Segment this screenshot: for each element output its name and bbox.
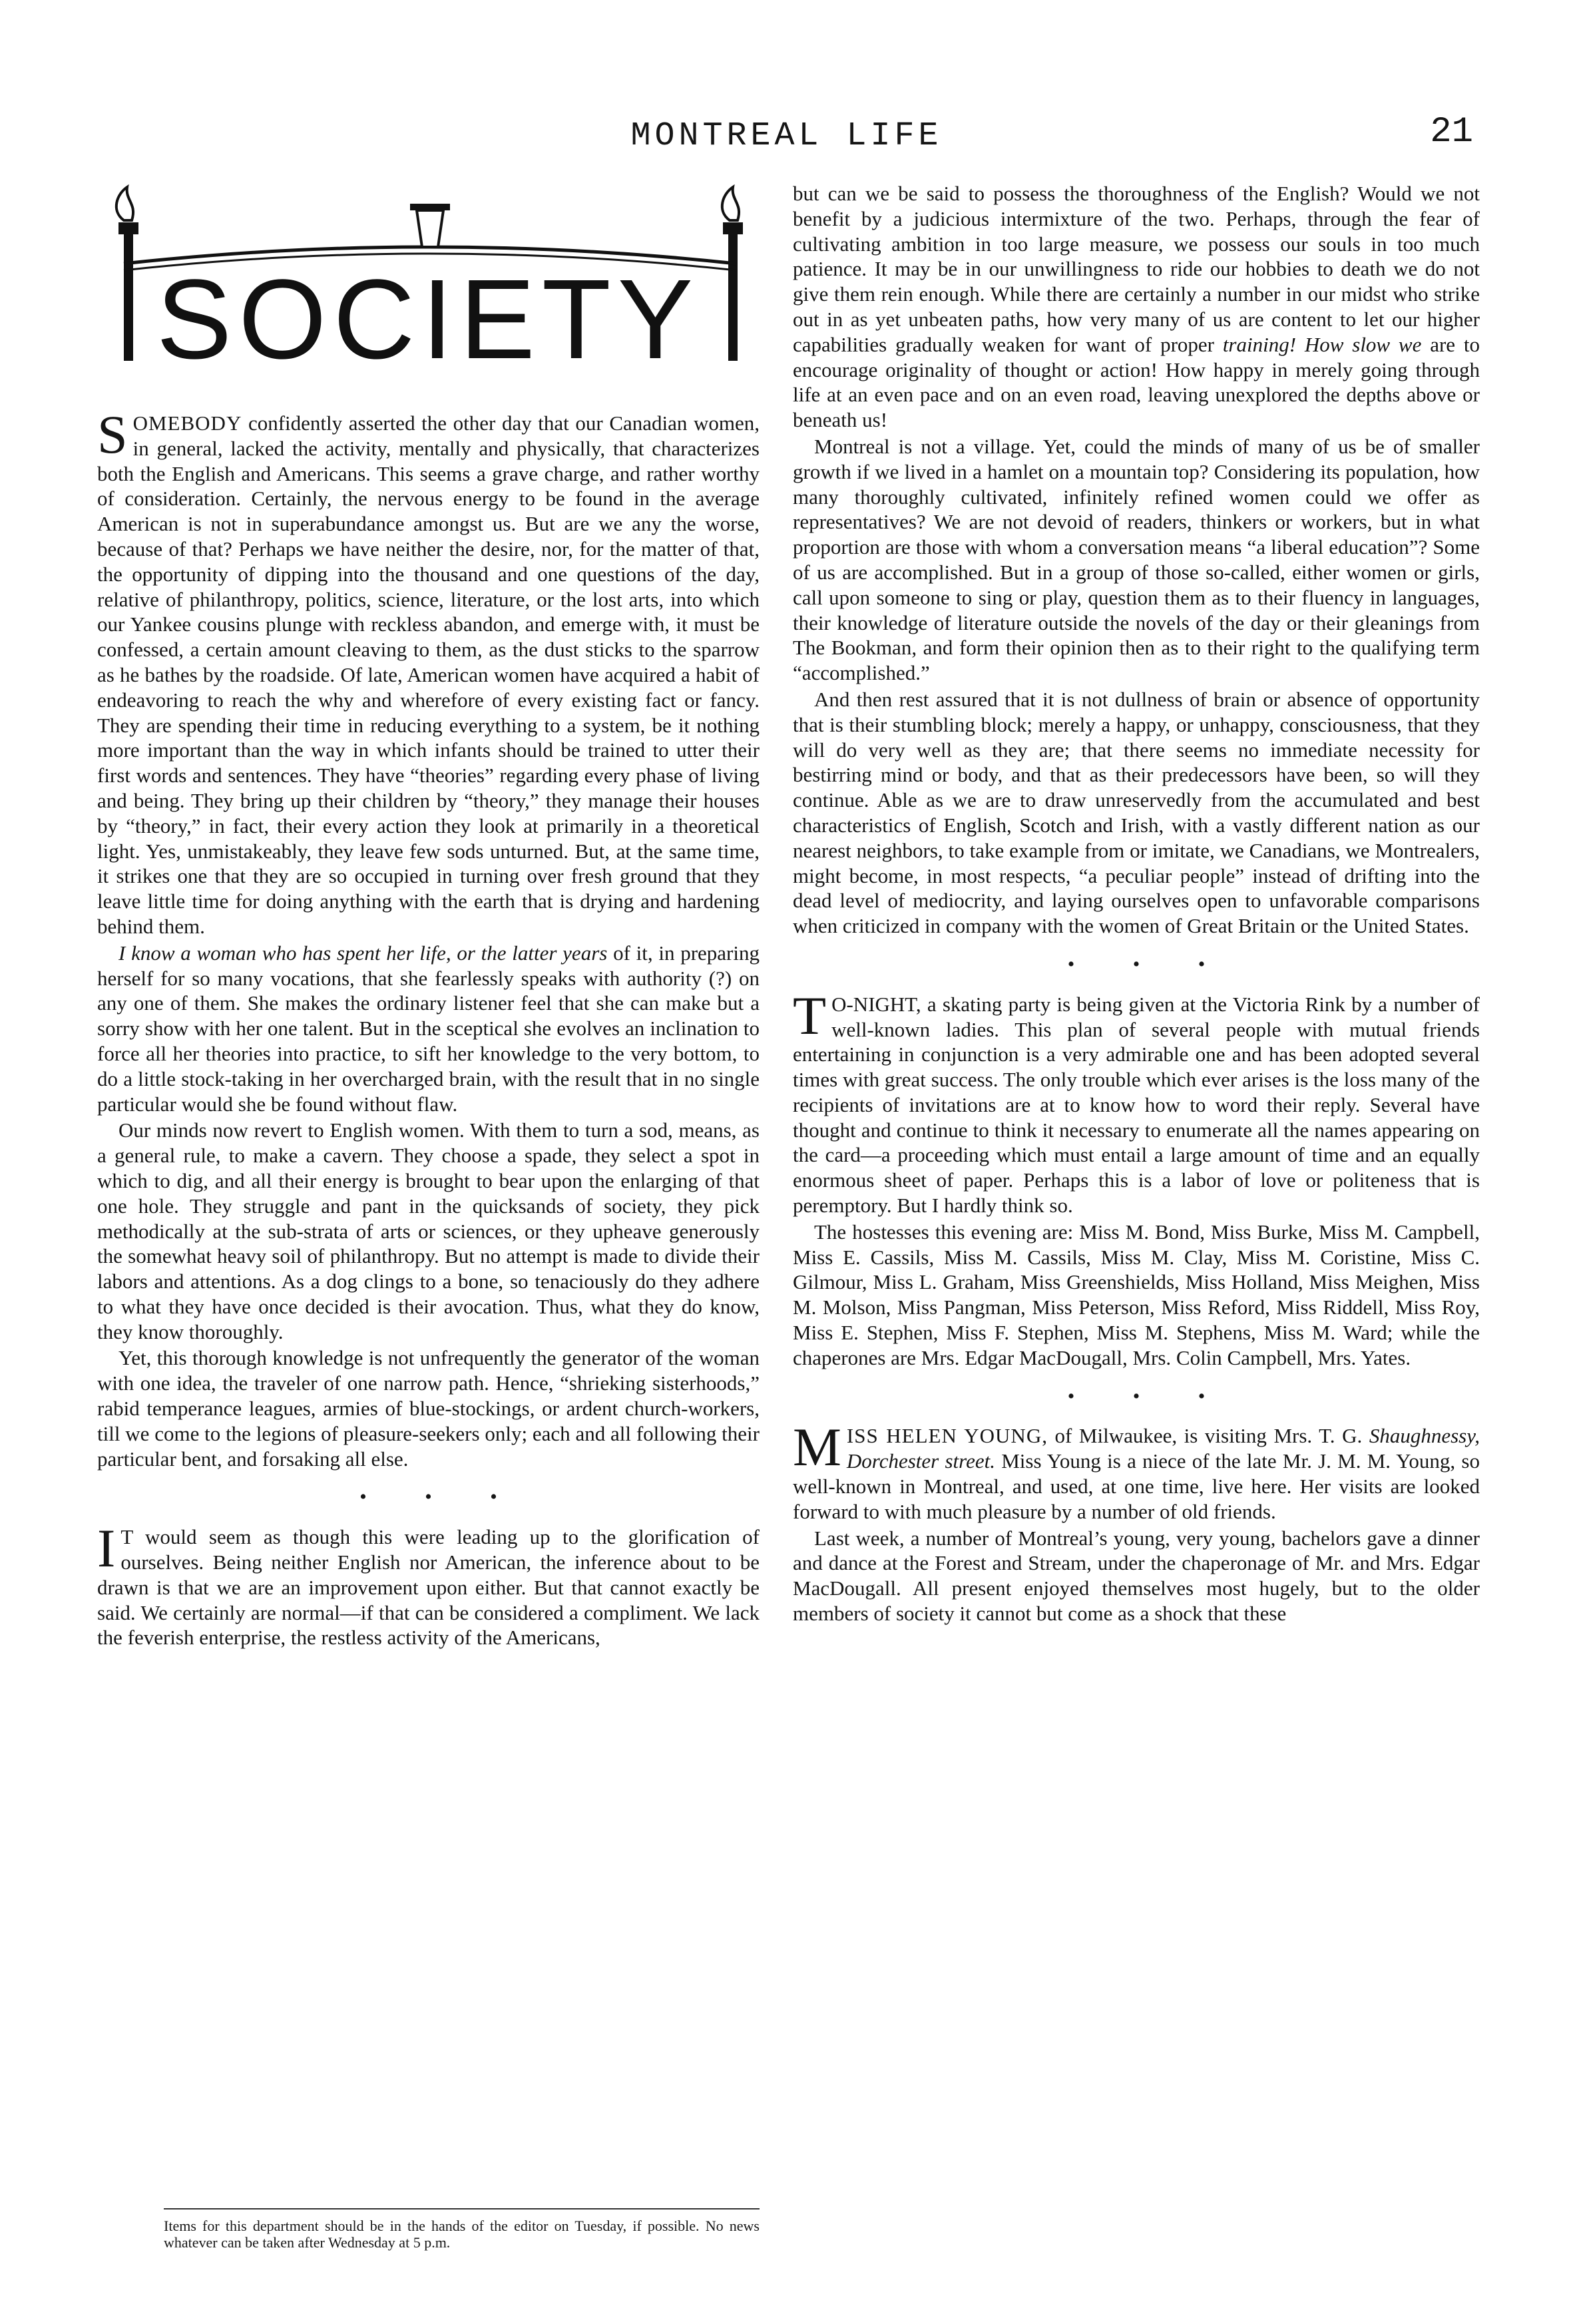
paragraph: Yet, this thorough knowledge is not unfrequently the generator of the woman with one idea, the traveler of one narrow path. Hence, “shrieking sisterhoods,” rabid temperance leagues, armies of blue-stockings, or ardent church-workers, till we come to the legions of pleasure-seekers only; each and all following their particular bent, and forsaking all else. (97, 1346, 760, 1471)
paragraph: The hostesses this evening are: Miss M. Bond, Miss Burke, Miss M. Campbell, Miss E. Cassils, Miss M. Cassils, Miss M. Clay, Miss M. Coristine, Miss C. Gilmour, Miss L. Graham, Miss Greenshields, Miss Holland, Miss Meighen, Miss M. Molson, Miss Pangman, Miss Peterson, Miss Reford, Miss Riddell, Miss Roy, Miss E. Stephen, Miss F. Stephen, Miss M. Stephens, Miss M. Ward; while the chaperones are Mrs. Edgar MacDougall, Mrs. Colin Campbell, Mrs. Yates. (793, 1220, 1480, 1369)
paragraph: SOMEBODY confidently asserted the other day that our Canadian women, in general, lacked the activity, mentally and physically, that characterizes both the English and Americans. This seems a grave charge, and rather worthy of consideration. Certainly, the nervous energy to be found in the average American is not in superabundance amongst us. But are we any the worse, because of that? Perhaps we have neither the desire, nor, for the matter of that, the opportunity of dipping into the thousand and one questions of the day, relative of philanthropy, politics, science, literature, or the lost arts, into which our Yankee cousins plunge with reckless abandon, and emerge with, it must be confessed, a certain amount cleaving to them, as the dust sticks to the sparrow as he bathes by the roadside. Of late, American women have acquired a habit of endeavoring to reach the why and wherefore of every existing fact or fancy. They are spending their time in reducing everything to a system, be it nothing more important than the way in which infants should be trained to utter their first words and sentences. They have “theories” regarding every phase of living and being. They bring up their children by “theory,” they manage their houses by “theory,” in fact, their every action they look at primarily in a theoretical light. Yes, unmistakeably, they leave few sods unturned. But, at the same time, it strikes one that they are so occupied in turning over fresh ground that they leave little time for doing anything with the earth that is drying and hardening behind them. (97, 404, 760, 938)
running-title: MONTREAL LIFE (630, 117, 943, 155)
drop-cap: M (793, 1417, 841, 1478)
paragraph: Montreal is not a village. Yet, could the minds of many of us be of smaller growth if we lived in a hamlet on a mountain top? Considering its population, how many thoroughly cultivated, infinitely refined women could we offer as representatives? We are not devoid of readers, thinkers or workers, but in what proportion are those with whom a conversation means “a liberal education”? Some of us are accomplished. But in a group of those so-called, either women or girls, call upon someone to sing or play, question them as to their fluency in languages, their knowledge of literature outside the novels of the day or their gleanings from The Bookman, and form their opinion then as to their right to the qualifying term “accomplished.” (793, 434, 1480, 685)
editor-footnote: Items for this department should be in the hands of the editor on Tuesday, if possible. No news whatever can be taken after Wednesday at 5 p.m. (164, 2208, 760, 2251)
paragraph: Our minds now revert to English women. With them to turn a sod, means, as a general rule, to make a cavern. They choose a spade, they select a spot in which to dig, and all their energy is brought to bear upon the enlarging of that one hole. They struggle and pant in the quicksands of society, they pick methodically at the sub-strata of arts or sciences, or they upheave generously the somewhat heavy soil of philanthropy. But no attempt is made to divide their labors and attentions. As a dog clings to a bone, so tenaciously do they adhere to what they have once decided is their avocation. Thus, what they do know, they know thoroughly. (97, 1118, 760, 1343)
paragraph: Last week, a number of Montreal’s young, very young, bachelors gave a dinner and dance at the Forest and Stream, under the chaperonage of Mr. and Mrs. Edgar MacDougall. All present enjoyed themselves most hugely, but to the older members of society it cannot but come as a shock that these (793, 1526, 1480, 1626)
torch-arch-icon (97, 184, 760, 400)
right-column (793, 181, 1480, 1628)
drop-cap: I (97, 1518, 116, 1579)
paragraph: And then rest assured that it is not dullness of brain or absence of opportunity that is their stumbling block; merely a happy, or unhappy, consciousness, that they will do very well as they are; that there seems no immediate necessity for bestirring mind or body, and that as their predecessors have been, so will they continue. Able as we are to draw unreservedly from the accumulated and best characteristics of English, Scotch and Irish, with a vastly different nation as our nearest neighbors, to take example from or imitate, we Canadians, we Montrealers, might become, in most respects, “a peculiar people” instead of drifting into the dead level of mediocrity, and laying ourselves open to unfavorable comparisons when criticized in company with the women of Great Britain or the United States. (793, 687, 1480, 938)
paragraph: I know a woman who has spent her life, or the latter years of it, in preparing herself for so many vocations, that she fearlessly speaks with authority (?) on any one of them. She makes the ordinary listener feel that she can make but a sorry show with her one talent. But in the sceptical she evolves an inclination to force all her theories into practice, to sift her knowledge to the very bottom, to do a little stock-taking in her overcharged brain, with the result that in no single particular would she be found without flaw. (97, 941, 760, 1116)
drop-cap: S (97, 404, 128, 465)
paragraph: T O-NIGHT, a skating party is being given at the Victoria Rink by a number of well-known ladies. This plan of several people with mutual friends entertaining in conjunction is a very admirable one and has been adopted several times with great success. The only trouble which ever arises is the loss many of the recipients of invitations are at to know how to word their reply. Several have thought and continue to think it necessary to enumerate all the names appearing on the card—a proceeding which must entail a large amount of time and an equally enormous sheet of paper. Perhaps this is a labor of love or politeness that is peremptory. But I hardly think so. (793, 985, 1480, 1218)
page-header (0, 112, 1573, 172)
left-column (97, 184, 760, 1652)
section-separator: • • • (1067, 1385, 1232, 1407)
paragraph: I T would seem as though this were leading up to the glorification of ourselves. Being neither English nor American, the inference about to be drawn is that we are an improvement upon either. But that cannot exactly be said. We certainly are normal—if that can be considered a compliment. We lack the feverish enterprise, the restless activity of the Americans, (97, 1518, 760, 1650)
paragraph: but can we be said to possess the thoroughness of the English? Would we not benefit by a judicious intermixture of the two. Perhaps, through the fear of cultivating ambition in too large measure, we possess our souls in too much patience. It may be in our unwillingness to ride our hobbies to death we do not give them rein enough. While there are certainly a number in our midst who strike out in as yet unbeaten paths, how very many of us are content to let our higher capabilities gradually weaken for want of proper training! How slow we are to encourage originality of thought or action! How happy in merely going through life at an even pace and on an even road, leaving unexplored the depths above or beneath us! (793, 182, 1480, 432)
section-separator: • • • (359, 1486, 524, 1509)
logo-word: SOCIETY (156, 256, 700, 383)
society-logo (97, 184, 760, 400)
page-number: 21 (1430, 112, 1473, 152)
paragraph: MISS HELEN YOUNG, of Milwaukee, is visiting Mrs. T. G. Shaughnessy, Dorchester street. Miss Young is a niece of the late Mr. J. M. M. Young, so well-known in Montreal, and used, at one time, live here. Her visits are looked forward to with much pleasure by a number of old friends. (793, 1417, 1480, 1523)
section-separator: • • • (1067, 953, 1232, 975)
drop-cap: T (793, 985, 827, 1046)
